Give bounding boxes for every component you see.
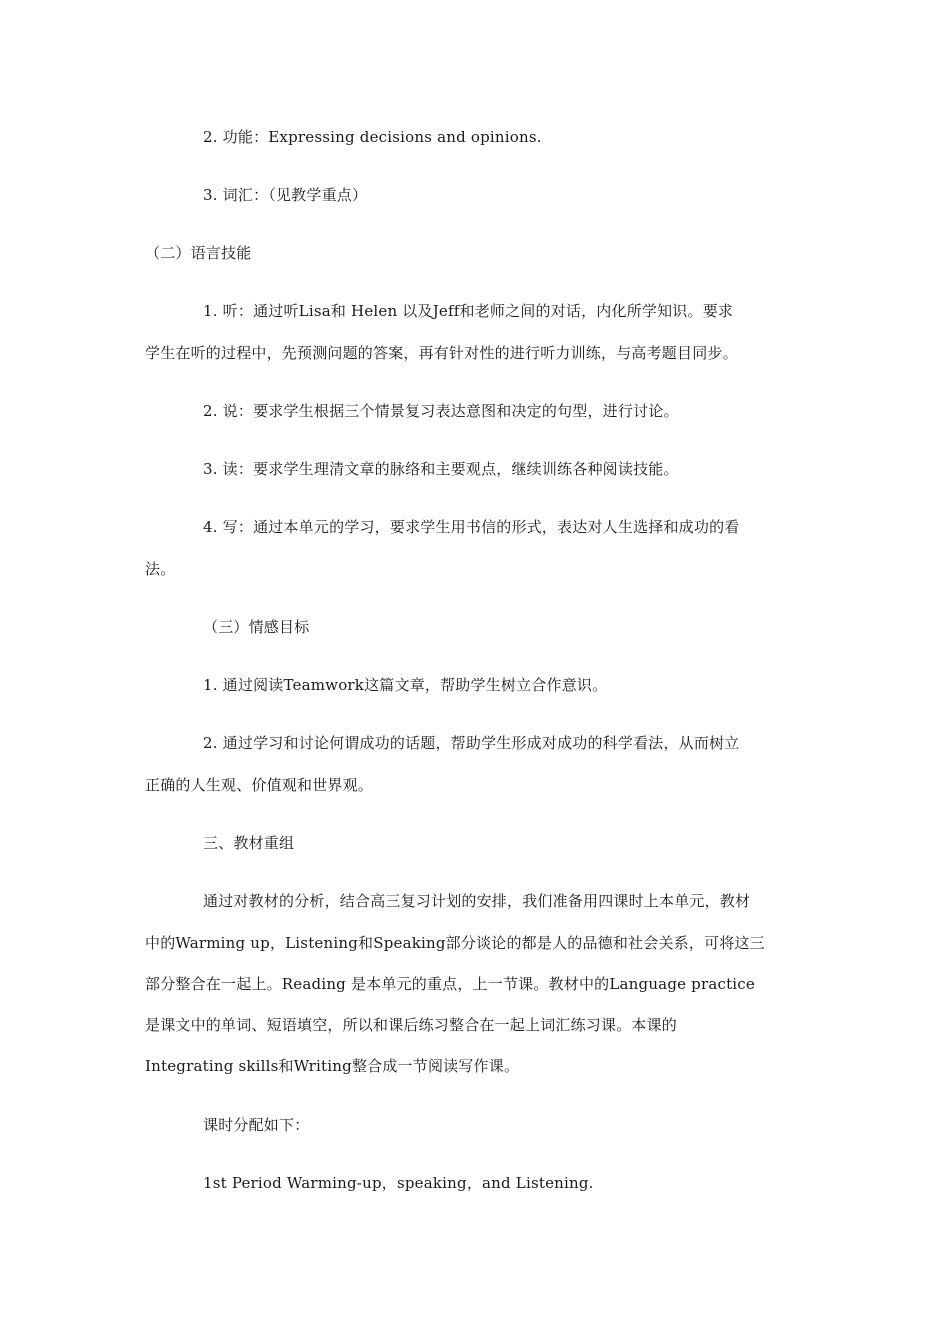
regroup-paragraph-line-3: 部分整合在一起上。Reading 是本单元的重点，上一节课。教材中的Language practice — [145, 975, 755, 993]
regroup-paragraph-line-4: 是课文中的单词、短语填空，所以和课后练习整合在一起上词汇练习课。本课的 — [145, 1016, 678, 1034]
emotion-item-1: 1. 通过阅读Teamwork这篇文章，帮助学生树立合作意识。 — [203, 676, 608, 694]
regroup-paragraph-line-2: 中的Warming up，Listening和Speaking部分谈论的都是人的品德和社会关系，可将这三 — [145, 934, 765, 952]
emotion-goals-heading: （三）情感目标 — [203, 618, 310, 636]
vocabulary-item: 3. 词汇：（见教学重点） — [203, 186, 368, 204]
listening-item-line-2: 学生在听的过程中，先预测问题的答案，再有针对性的进行听力训练，与高考题目同步。 — [145, 344, 738, 362]
emotion-item-2-line-1: 2. 通过学习和讨论何谓成功的话题，帮助学生形成对成功的科学看法，从而树立 — [203, 734, 740, 752]
writing-item-line-2: 法。 — [145, 560, 176, 578]
period-1-item: 1st Period Warming-up，speaking，and Listening. — [203, 1174, 594, 1192]
writing-item-line-1: 4. 写：通过本单元的学习，要求学生用书信的形式，表达对人生选择和成功的看 — [203, 518, 740, 536]
regroup-paragraph-line-1: 通过对教材的分析，结合高三复习计划的安排，我们准备用四课时上本单元，教材 — [203, 892, 751, 910]
listening-item-line-1: 1. 听：通过听Lisa和 Helen 以及Jeff和老师之间的对话，内化所学知识。要求 — [203, 302, 734, 320]
regroup-paragraph-line-5: Integrating skills和Writing整合成一节阅读写作课。 — [145, 1057, 520, 1075]
function-item: 2. 功能：Expressing decisions and opinions. — [203, 128, 542, 146]
emotion-item-2-line-2: 正确的人生观、价值观和世界观。 — [145, 776, 374, 794]
language-skills-heading: （二）语言技能 — [145, 244, 252, 262]
reading-item: 3. 读：要求学生理清文章的脉络和主要观点，继续训练各种阅读技能。 — [203, 460, 679, 478]
textbook-regroup-heading: 三、教材重组 — [203, 834, 295, 852]
speaking-item: 2. 说：要求学生根据三个情景复习表达意图和决定的句型，进行讨论。 — [203, 402, 679, 420]
period-allocation-intro: 课时分配如下： — [203, 1116, 310, 1134]
